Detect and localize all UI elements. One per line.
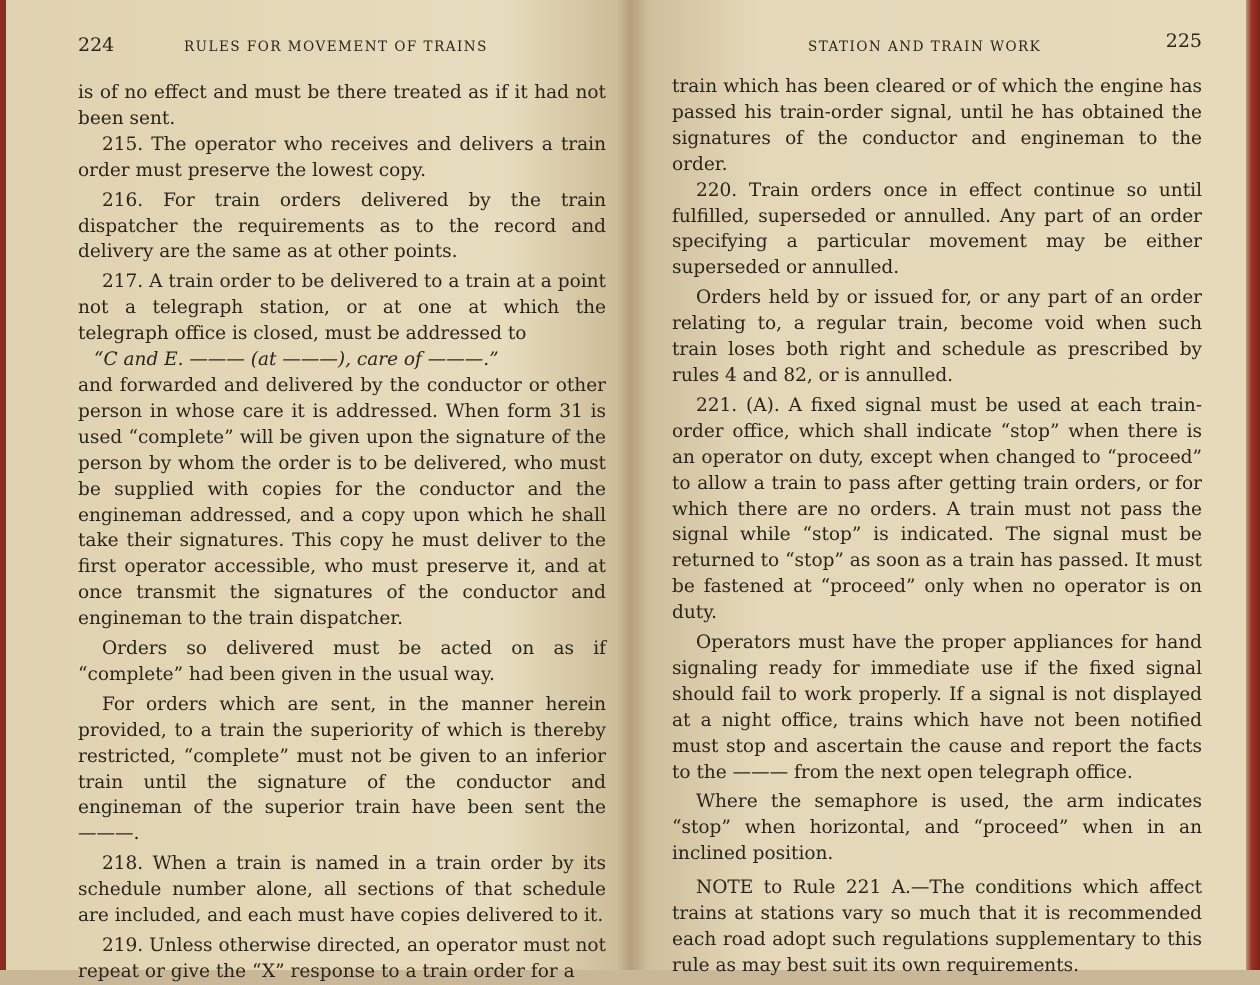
rule-218: 218. When a train is named in a train order by its schedule number alone, all sections of that schedule are included, and each must have copies delivered to it. bbox=[78, 853, 606, 927]
rule-215: 215. The operator who receives and delivers a train order must preserve the lowest copy. bbox=[78, 133, 606, 181]
paragraph: Orders held by or issued for, or any part of an order relating to, a regular train, become void when such train loses both right and schedule as prescribed by rules 4 and 82, or is annulled. bbox=[672, 287, 1202, 386]
right-page-number: 225 bbox=[1165, 30, 1202, 52]
paragraph: Where the semaphore is used, the arm indicates “stop” when horizontal, and “proceed” when in an inclined position. bbox=[672, 791, 1202, 865]
rule-216: 216. For train orders delivered by the train dispatcher the requirements as to the record and delivery are the same as at other points. bbox=[78, 189, 606, 263]
right-page-header bbox=[672, 30, 1202, 60]
paragraph: train which has been cleared or of which the engine has passed his train-order signal, until he has obtained the signatures of the conductor and engineman to the order. bbox=[672, 76, 1202, 175]
left-page-body bbox=[78, 80, 606, 985]
right-page-body bbox=[672, 74, 1202, 979]
address-formula: “C and E. ——— (at ———), care of ———.” bbox=[94, 349, 499, 371]
rule-217: 217. A train order to be delivered to a train at a point not a telegraph station, or at one at which the telegraph office is closed, must be addressed to bbox=[78, 271, 606, 345]
rule-220: 220. Train orders once in effect continue so until fulfilled, superseded or annulled. Any part of an order specifying a particular movement may be either superseded or annulled. bbox=[672, 179, 1202, 279]
paragraph: is of no effect and must be there treated as if it had not been sent. bbox=[78, 82, 606, 129]
book-edge-left bbox=[0, 0, 6, 970]
left-page bbox=[78, 0, 606, 982]
paragraph: Orders so delivered must be acted on as if “complete” had been given in the usual way. bbox=[78, 638, 606, 685]
left-page-header bbox=[78, 34, 606, 60]
left-running-head: RULES FOR MOVEMENT OF TRAINS bbox=[184, 39, 488, 55]
rule-221: 221. (A). A fixed signal must be used at each train-order office, which shall indicate “stop” when there is an operator on duty, except when changed to “proceed” to allow a train to pass after getting train orders, or for which there are no orders. A train must not pass the signal while “stop” is indicated. The signal must be returned to “stop” as soon as a train has passed. It must be fastened at “proceed” only when no operator is on duty. bbox=[672, 394, 1202, 624]
paragraph: For orders which are sent, in the manner herein provided, to a train the superiority of which is thereby restricted, “complete” must not be given to an inferior train until the signature of the conductor and engineman of the superior train have been sent the ———. bbox=[78, 693, 606, 845]
right-running-head: STATION AND TRAIN WORK bbox=[808, 39, 1042, 55]
book-edge-right bbox=[1246, 0, 1260, 970]
left-page-number: 224 bbox=[78, 34, 115, 56]
paragraph: Operators must have the proper appliances for hand signaling ready for immediate use if the fixed signal should fail to work properly. If a signal is not displayed at a night office, trains which have not been notified must stop and ascertain the cause and report the facts to the ——— from the next open telegraph office. bbox=[672, 632, 1202, 783]
rule-221-note: NOTE to Rule 221 A.—The conditions which affect trains at stations vary so much that it is recommended each road adopt such regulations supplementary to this rule as may best suit its own requirements. bbox=[672, 877, 1202, 976]
right-page bbox=[672, 0, 1202, 976]
paragraph: and forwarded and delivered by the conductor or other person in whose care it is addressed. When form 31 is used “complete” will be given upon the signature of the person by whom the order is to be delivered, who must be supplied with copies for the conductor and the engineman addressed, and a copy upon which he shall take their signatures. This copy he must deliver to the first operator accessible, who must preserve it, and at once transmit the signatures of the conductor and engineman to the train dispatcher. bbox=[78, 374, 606, 630]
rule-219: 219. Unless otherwise directed, an operator must not repeat or give the “X” response to a train order for a bbox=[78, 935, 606, 982]
